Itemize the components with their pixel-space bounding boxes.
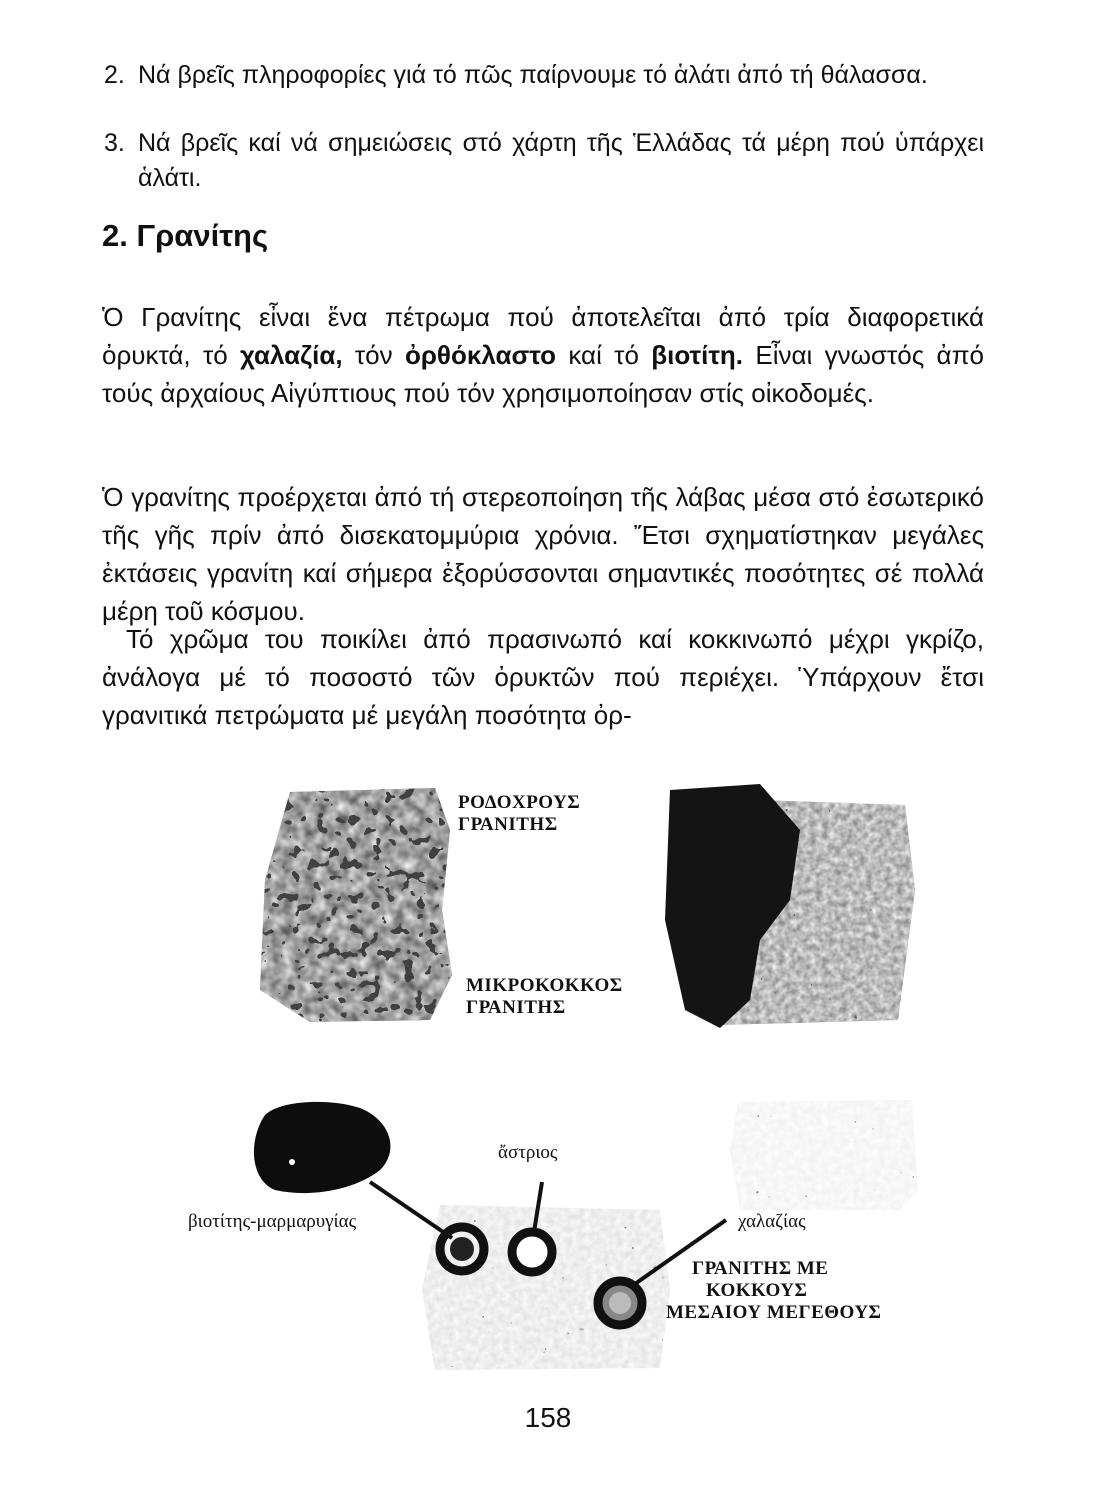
paragraph-granite-color: Τό χρῶμα του ποικίλει ἀπό πρασινωπό καί κοκκινωπό μέχρι γκρίζο, ἀνάλογα μέ τό ποσοστό τῶν ὀρυκτῶν πού περιέχει. Ὑπάρχουν ἔτσι γρανιτικά πετρώματα μέ μεγάλη ποσότητα ὀρ- [102,624,984,730]
paragraph-text: Ὁ Γρανίτης εἶναι ἕνα πέτρωμα πού ἀποτελεῖται ἀπό τρία διαφορετικά ὀρυκτά, τό [102,302,984,370]
microgranular-granite-photo [665,784,920,1030]
caption-line: ΜΕΣΑΙΟΥ ΜΕΓΕΘΟΥΣ [666,1302,882,1323]
caption-line: ΓΡΑΝΙΤΗΣ ΜΕ [692,1258,829,1279]
caption-microgranular [466,975,623,1019]
paragraph-granite-origin: Ὁ γρανίτης προέρχεται ἀπό τή στερεοποίηση τῆς λάβας μέσα στό ἐσωτερικό τῆς γῆς πρίν ἀπό δισεκατομμύρια χρόνια. Ἔτσι σχηματίστηκαν μεγάλες ἐκτάσεις γρανίτη καί σήμερα ἐξορύσσονται σημαντικές ποσότητες σέ πολλά μέρη τοῦ κόσμου. [102,482,984,626]
caption-quartz: χαλαζίας [738,1211,806,1232]
granite-figure [160,770,930,1382]
caption-line: ΓΡΑΝΙΤΗΣ [466,997,566,1018]
caption-biotite: βιοτίτης-μαρμαρυγίας [188,1211,357,1232]
page-number: 158 [524,1402,572,1433]
biotite-sample-photo [254,1102,390,1193]
paragraph-text: Εἶναι γνωστός ἀπό τούς ἀρχαίους Αἰγύπτιους πού τόν χρησιμοποίησαν στίς οἰκοδομές. [102,340,984,408]
paragraph-text: καί τό [556,340,652,370]
term-quartz: χαλαζία, [240,340,343,370]
caption-line: ΜΙΚΡΟΚΟΚΚΟΣ [466,975,623,996]
quartz-sample-photo [725,1095,925,1215]
section-title: 2. Γρανίτης [102,218,269,253]
paragraph-granite-definition [102,298,984,412]
task-text: Νά βρεῖς καί νά σημειώσεις στό χάρτη τῆς Ἑλλάδας τά μέρη πού ὑπάρχει ἁλάτι. [138,129,984,192]
caption-feldspar: ἄστριος [498,1142,558,1163]
paragraph-text: τόν [342,340,405,370]
caption-line: ΡΟΔΟΧΡΟΥΣ [458,792,581,813]
task-number: 2. [104,61,125,89]
caption-rhodochrous [458,792,580,836]
rhodochrous-granite-photo [255,785,455,1025]
term-orthoclase: ὀρθόκλαστο [404,340,557,370]
term-biotite: βιοτίτη. [651,340,744,370]
caption-line: ΚΟΚΚΟΥΣ [706,1280,808,1301]
caption-medium-grain [666,1258,882,1324]
caption-line: ΓΡΑΝΙΤΗΣ [458,814,558,835]
task-number: 3. [104,129,125,157]
feldspar-marker [512,1232,552,1272]
task-text: Νά βρεῖς πληροφορίες γιά τό πῶς παίρνουμε τό ἁλάτι ἀπό τή θάλασσα. [138,61,928,89]
